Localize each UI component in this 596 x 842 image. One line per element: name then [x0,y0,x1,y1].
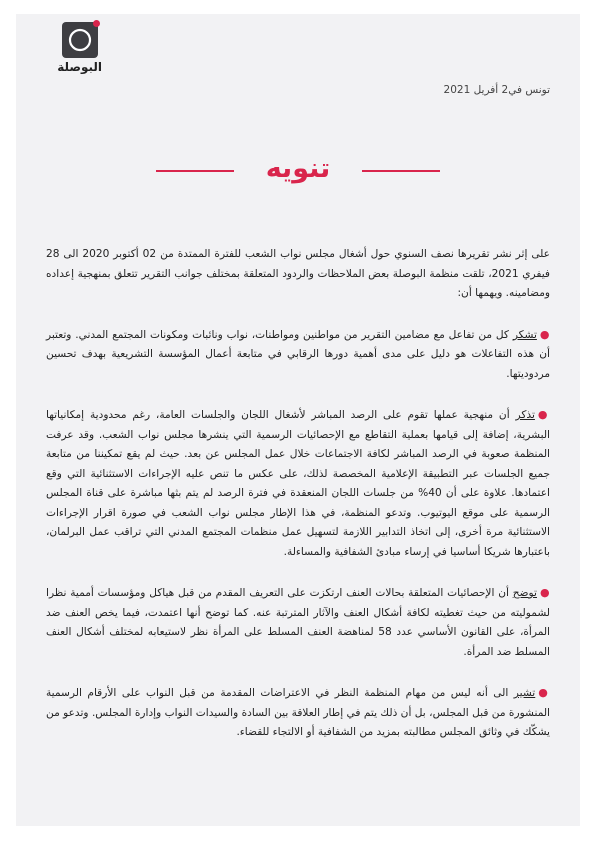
logo-dot [93,20,100,27]
point-paragraph-1 [46,325,550,385]
intro-paragraph: على إثر نشر تقريرها نصف السنوي حول أشغال مجلس نواب الشعب للفترة الممتدة من 02 أكتوبر 2020 الى 28 فيفري 2021، تلقت منظمة البوصلة بعض الملاحظات والردود المتعلقة بمختلف جوانب التقرير تتعلق بمنهجية إعداده ومضامينه. ويهمها أن: [46,248,551,299]
document-date: تونس في2 أفريل 2021 [443,84,550,96]
bullet-icon: ● [537,408,550,421]
document-page [16,14,580,826]
point-text: الى أنه ليس من مهام المنظمة النظر في الاعتراضات المقدمة من قبل النواب على الأرقام الرسمية المنشورة من قبل المجلس، بل أن ذلك يتم في إطار العلاقة بين السادة والسيدات النواب وإدارة المجلس. وتدعو من يشكّك في وثائق المجلس مطالبته بمزيد من الشفافية أو الالتجاء للقضاء. [46,687,550,738]
bullet-icon: ● [539,586,551,599]
bullet-icon: ● [539,327,550,341]
point-keyword: تشير [513,687,536,699]
point-paragraph-3 [46,583,550,662]
point-text: أن منهجية عملها تقوم على الرصد المباشر لأشغال اللجان والجلسات العامة، رغم محدودية إمكانياتها البشرية، إضافة إلى قيامها بعملية التقاطع مع الإحصائيات الرسمية التي ينشرها مجلس نواب الشعب. وقد عرفت المنظمة صعوبة في الرصد المباشر لكافة الاجتماعات خلال عمل المجلس عن بعد. حيث لم يقع تمكيننا من متابعة جميع الجلسات عبر التطبيقة الإعلامية المخصصة لذلك، على عكس ما تنص عليه الإجراءات الاستثنائية التي وقع اعتمادها. علاوة على أن 40% من جلسات اللجان المنعقدة في فترة الرصد لم يتم بثها مباشرة على قناة المجلس الرسمية على موقع اليوتيوب. وتدعو المنظمة، في هذا الإطار مجلس نواب الشعب في صورة اقرار الإجراءات الاستثنائية مرة أخرى، إلى اتخاذ التدابير اللازمة لتسهيل عمل منظمات المجتمع المدني التي تراقب عمل البرلمان، باعتبارها شريكا أساسيا في إرساء مبادئ الشفافية والمساءلة. [46,409,550,558]
document-body [46,245,550,764]
point-text: أن الإحصائيات المتعلقة بحالات العنف ارتكزت على التعريف المقدم من قبل هياكل ومؤسسات أممية نظرا لشموليته من حيث تغطيته لكافة أشكال العنف والآثار المترتبة عنه. كما توضح أنها اعتمدت، فيما يخص العنف ضد المرأة، على القانون الأساسي عدد 58 لمناهضة العنف المسلط على المرأة نظر لاستيعابه لمختلف أشكال العنف المسلط ضد المرأة. [46,587,550,658]
title-divider-right [362,170,440,172]
point-keyword: تذكر [515,409,535,421]
compass-icon [62,22,98,58]
bullet-icon: ● [538,686,550,699]
point-keyword: توضح [512,587,537,599]
point-text: كل من تفاعل مع مضامين التقرير من مواطنين ومواطنات، نواب ونائبات ومكونات المجتمع المدني. وتعتبر أن هذه التفاعلات هو دليل على مدى أهمية دورها الرقابي في متابعة أعمال المؤسسة التشريعية بهدف تحسين مردوديتها. [46,328,550,380]
page-title: تنويه [265,153,331,184]
point-paragraph-2 [46,405,550,562]
point-keyword: تشكر [512,328,537,341]
title-row [16,151,580,191]
brand-name: البوصلة [57,60,102,74]
point-paragraph-4 [46,683,550,743]
brand-logo [58,22,102,74]
